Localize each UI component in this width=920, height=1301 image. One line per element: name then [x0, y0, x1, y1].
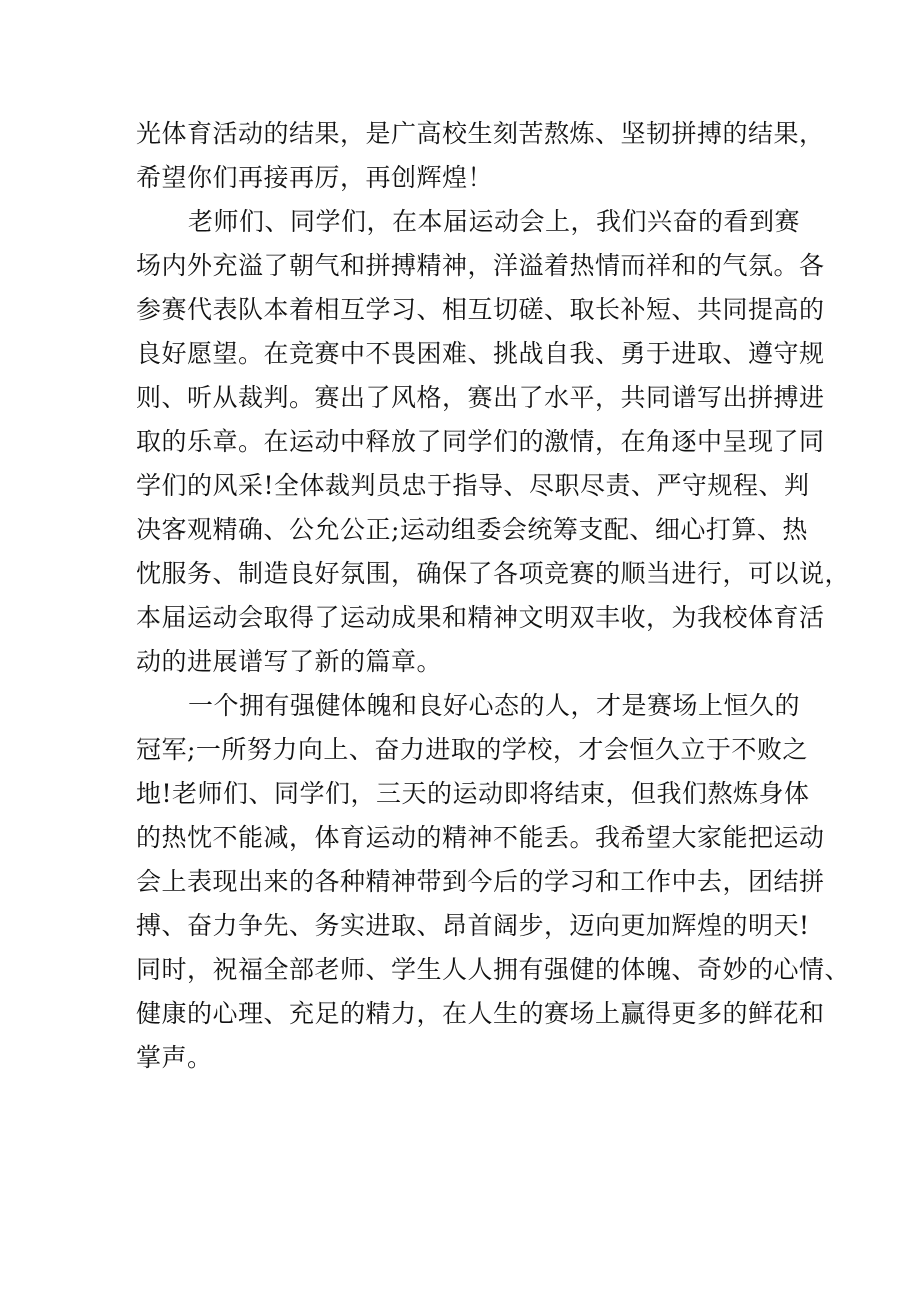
text-line: 会上表现出来的各种精神带到今后的学习和工作中去，团结拼	[136, 867, 825, 896]
text-line: 则、听从裁判。赛出了风格，赛出了水平，共同谱写出拼搏进	[136, 383, 825, 412]
paragraph-2	[136, 200, 851, 684]
text-line: 一个拥有强健体魄和良好心态的人，才是赛场上恒久的	[188, 691, 801, 720]
text-line: 地!老师们、同学们，三天的运动即将结束，但我们熬炼身体	[136, 779, 810, 808]
paragraph-1	[136, 112, 825, 200]
text-line: 场内外充溢了朝气和拼搏精神，洋溢着热情而祥和的气氛。各	[136, 251, 825, 280]
text-line: 冠军;一所努力向上、奋力进取的学校，才会恒久立于不败之	[136, 735, 808, 764]
text-line: 老师们、同学们，在本届运动会上，我们兴奋的看到赛	[188, 207, 801, 236]
document-body	[136, 112, 851, 1080]
text-line: 良好愿望。在竞赛中不畏困难、挑战自我、勇于进取、遵守规	[136, 339, 825, 368]
text-line: 希望你们再接再厉，再创辉煌！	[136, 163, 494, 192]
text-line: 参赛代表队本着相互学习、相互切磋、取长补短、共同提高的	[136, 295, 825, 324]
text-line: 光体育活动的结果，是广高校生刻苦熬炼、坚韧拼搏的结果，	[136, 119, 825, 148]
text-line: 忱服务、制造良好氛围，确保了各项竞赛的顺当进行，可以说，	[136, 559, 851, 588]
text-line: 的热忱不能减，体育运动的精神不能丢。我希望大家能把运动	[136, 823, 825, 852]
text-line: 动的进展谱写了新的篇章。	[136, 647, 443, 676]
text-line: 决客观精确、公允公正;运动组委会统筹支配、细心打算、热	[136, 515, 808, 544]
text-line: 同时，祝福全部老师、学生人人拥有强健的体魄、奇妙的心情、	[136, 955, 851, 984]
text-line: 取的乐章。在运动中释放了同学们的激情，在角逐中呈现了同	[136, 427, 825, 456]
text-line: 掌声。	[136, 1043, 213, 1072]
text-line: 学们的风采!全体裁判员忠于指导、尽职尽责、严守规程、判	[136, 471, 810, 500]
text-line: 健康的心理、充足的精力，在人生的赛场上赢得更多的鲜花和	[136, 999, 825, 1028]
paragraph-3	[136, 684, 851, 1080]
text-line: 本届运动会取得了运动成果和精神文明双丰收，为我校体育活	[136, 603, 825, 632]
text-line: 搏、奋力争先、务实进取、昂首阔步，迈向更加辉煌的明天!	[136, 911, 810, 940]
